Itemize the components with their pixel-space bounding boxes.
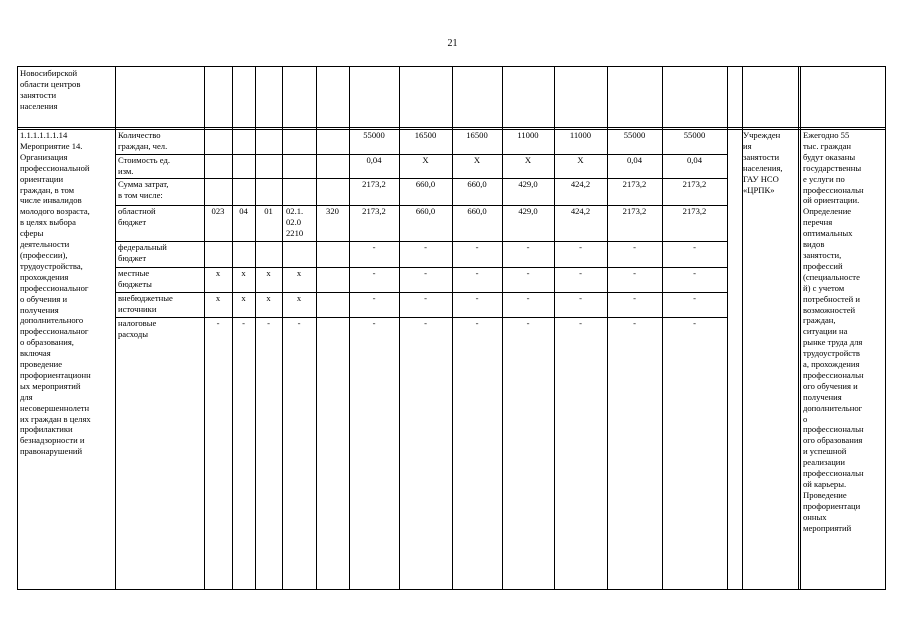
value-cell: - — [526, 242, 530, 252]
row-label: Стоимость ед. изм. — [118, 155, 170, 176]
value-cell: 11000 — [517, 130, 539, 140]
table-column-rule — [798, 66, 799, 590]
table-column-rule — [316, 66, 317, 590]
value-cell: 660,0 — [415, 206, 436, 216]
value-cell: - — [372, 318, 376, 328]
budget-code-cell: х — [215, 293, 221, 303]
value-cell: 429,0 — [518, 179, 538, 189]
table-column-rule — [742, 66, 743, 590]
value-cell: Х — [577, 155, 584, 165]
value-cell: 2173,2 — [362, 206, 386, 216]
value-cell: - — [475, 268, 479, 278]
value-cell: - — [579, 318, 582, 328]
value-cell: 0,04 — [366, 155, 382, 165]
budget-code-cell: х — [296, 268, 302, 278]
table-column-rule — [115, 66, 116, 590]
value-cell: - — [475, 242, 479, 252]
value-cell: - — [424, 318, 427, 328]
table-column-rule — [727, 66, 728, 590]
value-cell: 2173,2 — [362, 179, 386, 189]
value-cell: - — [475, 293, 479, 303]
row-label: внебюджетные источники — [118, 293, 173, 314]
budget-code-cell: - — [267, 318, 270, 328]
value-cell: - — [633, 242, 636, 252]
value-cell: - — [633, 318, 636, 328]
budget-code-cell: х — [241, 268, 246, 278]
value-cell: 55000 — [623, 130, 646, 140]
value-cell: 660,0 — [467, 206, 487, 216]
value-cell: - — [693, 242, 696, 252]
value-cell: 424,2 — [570, 179, 591, 189]
value-cell: Х — [473, 155, 481, 165]
value-cell: - — [633, 293, 636, 303]
value-cell: 2173,2 — [682, 206, 707, 216]
value-cell: - — [579, 242, 582, 252]
activity-table — [17, 66, 885, 589]
value-cell: - — [526, 268, 530, 278]
row-label: Сумма затрат, в том числе: — [118, 179, 169, 200]
value-cell: - — [526, 318, 530, 328]
table-rule — [17, 66, 885, 67]
budget-code-cell: х — [241, 293, 246, 303]
row-label: местные бюджеты — [118, 268, 152, 289]
value-cell: 55000 — [683, 130, 706, 140]
value-cell: Х — [524, 155, 532, 165]
budget-code-cell: 02.1. 02.0 2210 — [286, 206, 304, 238]
value-cell: - — [424, 242, 427, 252]
budget-code-cell: - — [242, 318, 245, 328]
row-label: федеральный бюджет — [118, 242, 167, 263]
budget-code-cell: 023 — [211, 206, 225, 216]
value-cell: - — [693, 318, 696, 328]
value-cell: Х — [422, 155, 429, 165]
row-label: областной бюджет — [118, 206, 156, 227]
value-cell: 2173,2 — [622, 206, 647, 216]
value-cell: - — [372, 242, 376, 252]
budget-code-cell: х — [266, 293, 271, 303]
value-cell: - — [579, 268, 582, 278]
value-cell: 429,0 — [518, 206, 538, 216]
budget-code-cell: х — [296, 293, 302, 303]
budget-code-cell: х — [266, 268, 271, 278]
value-cell: 16500 — [414, 130, 437, 140]
value-cell: - — [526, 293, 530, 303]
value-cell: 424,2 — [570, 206, 591, 216]
value-cell: 2173,2 — [682, 179, 707, 189]
value-cell: 55000 — [363, 130, 385, 140]
expected-result-cell: Ежегодно 55 тыс. граждан будут оказаны государственны е услуги по профессиональн ой ориентации. Определение перечня оптимальных видов занятости, профессий (специальносте й) с учетом потребностей и возможностей граждан, ситуации на рынке труда для трудоустройств а, прохождения профессиональн ого обучения и получения дополнительног о профессиональн ого образования и успешной реализации профессиональн ой карьеры. Проведение профориентаци онных мероприятий — [803, 130, 864, 533]
value-cell: - — [475, 318, 479, 328]
value-cell: - — [693, 268, 696, 278]
table-column-rule — [800, 66, 801, 590]
table-column-rule — [17, 66, 18, 590]
value-cell: 2173,2 — [622, 179, 647, 189]
budget-code-cell: х — [215, 268, 221, 278]
value-cell: - — [693, 293, 696, 303]
budget-code-cell: 320 — [326, 206, 339, 216]
row-label: налоговые расходы — [118, 318, 157, 339]
top-fragment-text: Новосибирской области центров занятости населения — [20, 68, 81, 111]
value-cell: 660,0 — [467, 179, 487, 189]
value-cell: 11000 — [569, 130, 592, 140]
value-cell: - — [633, 268, 636, 278]
row-label: Количество граждан, чел. — [118, 130, 168, 151]
budget-code-cell: - — [297, 318, 301, 328]
budget-code-cell: 04 — [239, 206, 248, 216]
value-cell: 0,04 — [686, 155, 703, 165]
value-cell: - — [424, 268, 427, 278]
value-cell: - — [372, 268, 376, 278]
page-number: 21 — [447, 38, 458, 49]
value-cell: 660,0 — [415, 179, 436, 189]
value-cell: 0,04 — [626, 155, 643, 165]
budget-code-cell: - — [216, 318, 220, 328]
value-cell: - — [424, 293, 427, 303]
budget-code-cell: 01 — [264, 206, 273, 216]
value-cell: - — [579, 293, 582, 303]
table-rule — [17, 589, 885, 590]
executor-cell: Учрежден ия занятости населения, ГАУ НСО «ЦРПК» — [743, 130, 783, 195]
value-cell: - — [372, 293, 376, 303]
measure-title: 1.1.1.1.1.1.14 Мероприятие 14. Организация профессиональной ориентации граждан, в том числе инвалидов молодого возраста, в целях выбора сферы деятельности (профессии), трудоустройства, прохождения профессиональног о обучения и получения дополнительного профессиональног о образования, включая проведение профориентационн ых мероприятий для несовершеннолетн их граждан в целях профилактики безнадзорности и правонарушений — [20, 130, 91, 457]
table-rule — [17, 127, 885, 128]
value-cell: 16500 — [466, 130, 488, 140]
table-column-rule — [885, 66, 886, 590]
